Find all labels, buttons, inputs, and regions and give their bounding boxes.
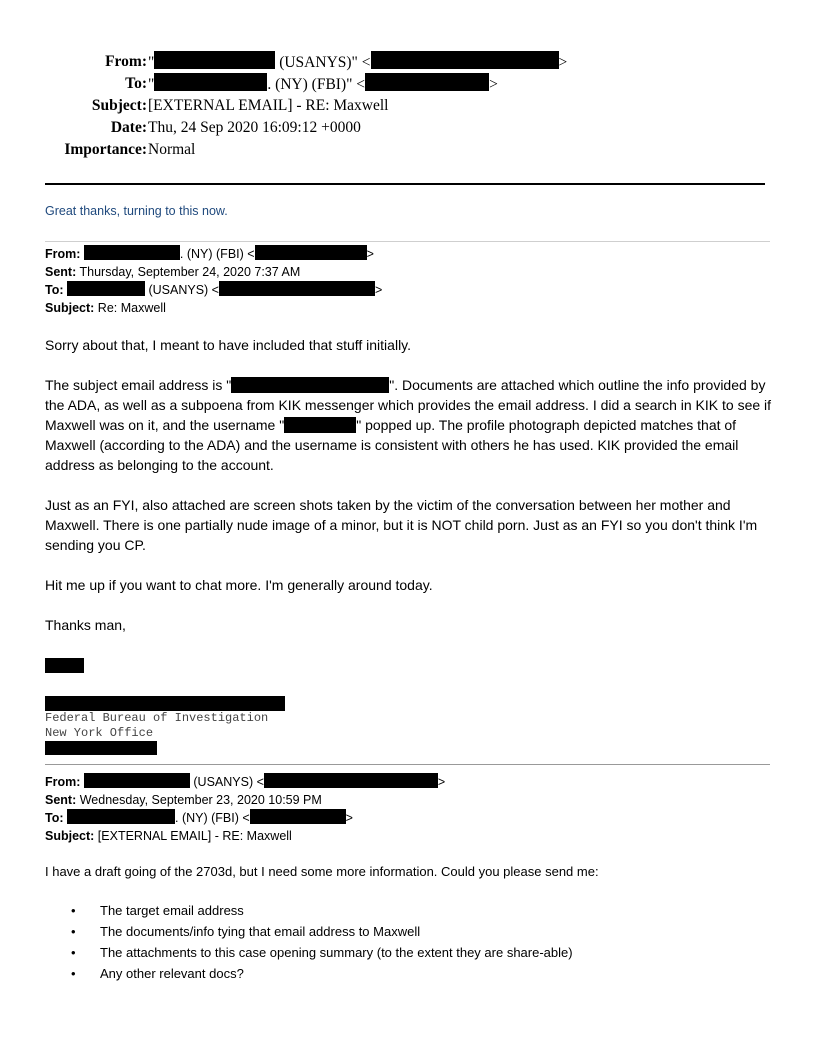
redaction [67, 809, 175, 824]
list-item: • Any other relevant docs? [71, 966, 244, 981]
signature-line-2: New York Office [45, 726, 154, 740]
message1-from-row: From: . (NY) (FBI) < > [45, 247, 374, 261]
message2-from-row: From: (USANYS) < > [45, 775, 446, 789]
header-importance-value: Normal [148, 141, 196, 158]
signature-line-1: Federal Bureau of Investigation [45, 711, 269, 725]
redaction [219, 281, 375, 296]
message-divider [45, 241, 770, 242]
message2-bullet-list [45, 900, 573, 984]
list-item: • The target email address [71, 903, 244, 918]
message1-sent-value: Thursday, September 24, 2020 7:37 AM [79, 265, 301, 279]
redaction [84, 773, 190, 788]
message1-from-label: From: [45, 247, 81, 261]
message2-subject-label: Subject: [45, 829, 95, 843]
signature-name-redaction [45, 658, 84, 673]
header-to-value: " . (NY) (FBI)" < > [148, 73, 498, 96]
signature-phone-redaction [45, 741, 157, 755]
header-subject-value: [EXTERNAL EMAIL] - RE: Maxwell [148, 97, 389, 114]
message1-para-5: Thanks man, [45, 617, 126, 633]
redaction [365, 73, 489, 91]
message2-to-label: To: [45, 811, 64, 825]
redaction [67, 281, 145, 296]
header-divider [45, 183, 765, 185]
header-subject-row [0, 95, 816, 117]
message-divider [45, 764, 770, 765]
message1-subject-value: Re: Maxwell [97, 301, 166, 315]
message2-subject-row [45, 827, 292, 845]
message1-subject-row [45, 299, 166, 317]
message2-subject-value: [EXTERNAL EMAIL] - RE: Maxwell [97, 829, 292, 843]
redaction [154, 51, 275, 69]
message1-body [45, 335, 773, 635]
signature-title-redaction [45, 696, 285, 711]
header-to-row [0, 73, 816, 95]
list-item: • The documents/info tying that email address to Maxwell [71, 924, 421, 939]
redaction [371, 51, 559, 69]
header-to-label: To: [125, 75, 147, 92]
message1-subject-label: Subject: [45, 301, 95, 315]
message2-from-label: From: [45, 775, 81, 789]
redaction [264, 773, 438, 788]
message1-para-1: Sorry about that, I meant to have included that stuff initially. [45, 337, 412, 353]
message1-para-4: Hit me up if you want to chat more. I'm generally around today. [45, 577, 433, 593]
list-item: • The attachments to this case opening summary (to the extent they are share-able) [71, 945, 573, 960]
header-importance-label: Importance: [64, 141, 147, 158]
header-date-label: Date: [110, 119, 147, 136]
message1-to-row: To: (USANYS) < > [45, 283, 383, 297]
message1-sent-row [45, 263, 300, 281]
header-subject-label: Subject: [91, 97, 147, 114]
redaction [154, 73, 267, 91]
message2-sent-value: Wednesday, September 23, 2020 10:59 PM [79, 793, 322, 807]
header-from-label: From: [105, 53, 147, 70]
message1-to-label: To: [45, 283, 64, 297]
message2-sent-row [45, 791, 322, 809]
message2-intro: I have a draft going of the 2703d, but I need some more information. Could you please send me: [45, 864, 599, 879]
redaction [284, 417, 356, 433]
redaction [255, 245, 367, 260]
redaction [84, 245, 180, 260]
header-from-value: " (USANYS)" < > [148, 51, 567, 74]
message2-to-row: To: . (NY) (FBI) < > [45, 811, 353, 825]
header-from-row [0, 51, 816, 73]
message1-sent-label: Sent: [45, 265, 77, 279]
reply-text: Great thanks, turning to this now. [45, 204, 228, 218]
header-importance-row [0, 139, 816, 161]
message1-para-2: The subject email address is " ". Documents are attached which outline the info provided by the ADA, as well as a subpoena from KIK messenger which provides the email address. I did a search in KIK to see if Maxwell was on it, and the username " " popped up. The profile photograph depicted matches that of Maxwell (according to the ADA) and the username is consistent with others he has used. KIK provided the email address as belonging to the account. [45, 377, 772, 473]
redaction [250, 809, 346, 824]
header-date-row [0, 117, 816, 139]
signature-org [45, 711, 268, 741]
redaction [231, 377, 389, 393]
message2-sent-label: Sent: [45, 793, 77, 807]
message1-para-3: Just as an FYI, also attached are screen shots taken by the victim of the conversation between her mother and Maxwell. There is one partially nude image of a minor, but it is NOT child porn. Just as an FYI so you don't think I'm sending you CP. [45, 497, 758, 553]
header-date-value: Thu, 24 Sep 2020 16:09:12 +0000 [148, 119, 361, 136]
